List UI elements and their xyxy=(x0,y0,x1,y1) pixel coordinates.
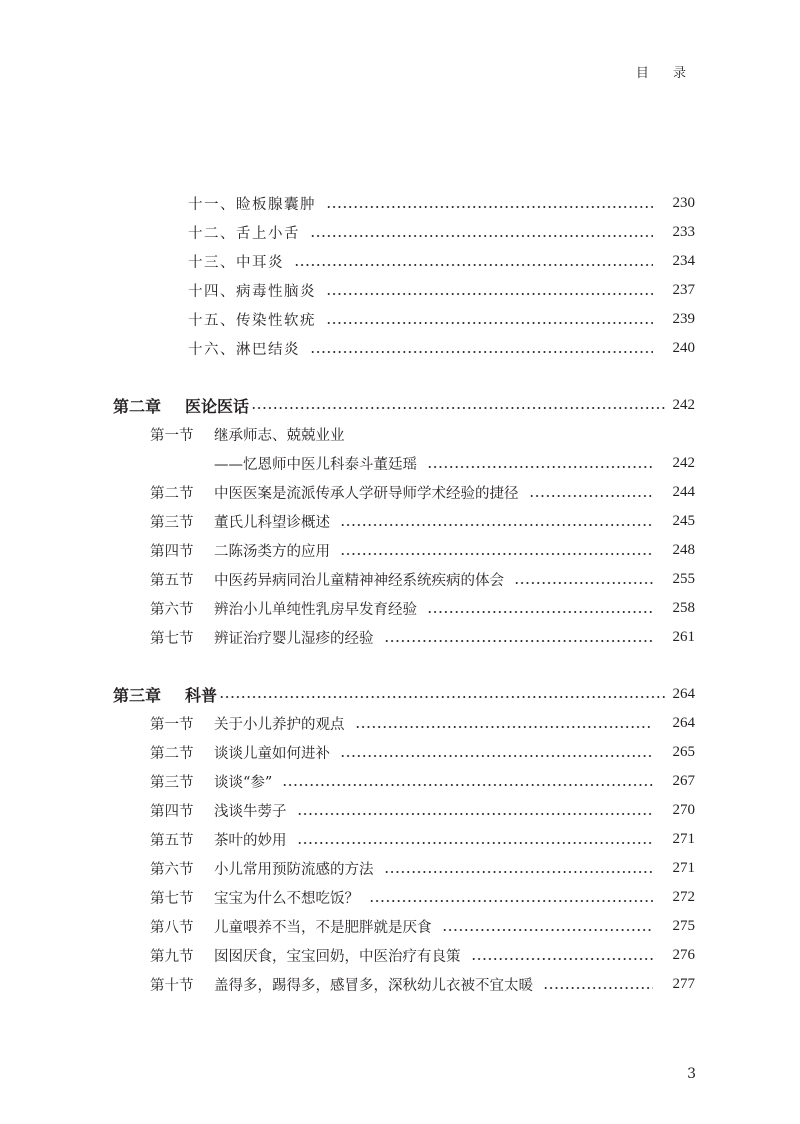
entry-title: ——忆恩师中医儿科泰斗董廷瑶 xyxy=(214,457,417,473)
entry-title: 十二、舌上小舌 xyxy=(188,226,300,242)
dot-leader xyxy=(297,813,654,815)
toc-entry[interactable] xyxy=(0,883,800,912)
entry-page-number: 245 xyxy=(672,513,695,529)
entry-title: 十六、淋巴结炎 xyxy=(188,342,300,358)
toc-entry[interactable] xyxy=(0,189,800,218)
entry-title: 宝宝为什么不想吃饭？ xyxy=(214,891,359,907)
entry-title: 关于小儿养护的观点 xyxy=(214,717,345,733)
entry-label: 第十节 xyxy=(150,978,194,994)
entry-page-number: 264 xyxy=(672,685,695,702)
entry-page-number: 244 xyxy=(672,484,695,500)
toc-chapter-entry[interactable] xyxy=(0,390,800,420)
entry-label: 第二章 xyxy=(113,396,162,416)
entry-page-number: 242 xyxy=(672,396,695,413)
toc-entry[interactable] xyxy=(0,218,800,247)
entry-page-number: 230 xyxy=(672,195,695,211)
entry-page-number: 248 xyxy=(672,542,695,558)
toc-chapter-entry[interactable] xyxy=(0,679,800,709)
entry-label: 第九节 xyxy=(150,949,194,965)
entry-title: 十一、睑板腺囊肿 xyxy=(188,197,316,213)
toc-entry[interactable] xyxy=(0,536,800,565)
entry-label: 第三章 xyxy=(113,685,162,705)
entry-page-number: 240 xyxy=(672,340,695,356)
entry-title: 科普 xyxy=(185,685,218,705)
toc-entry[interactable] xyxy=(0,334,800,363)
entry-title: 中医药异病同治儿童精神神经系统疾病的体会 xyxy=(214,573,504,589)
entry-page-number: 264 xyxy=(672,715,695,731)
entry-title: 十五、传染性软疣 xyxy=(188,313,316,329)
toc-entry[interactable] xyxy=(0,709,800,738)
entry-title: 茶叶的妙用 xyxy=(214,833,287,849)
dot-leader xyxy=(294,264,653,266)
entry-page-number: 258 xyxy=(672,600,695,616)
toc-entry[interactable] xyxy=(0,594,800,623)
dot-leader xyxy=(310,235,653,237)
entry-title: 谈谈儿童如何进补 xyxy=(214,746,330,762)
dot-leader xyxy=(326,322,653,324)
toc-entry[interactable] xyxy=(0,507,800,536)
dot-leader xyxy=(384,640,654,642)
entry-label: 第七节 xyxy=(150,891,194,907)
dot-leader xyxy=(427,611,653,613)
entry-label: 第一节 xyxy=(150,428,194,444)
entry-title: 董氏儿科望诊概述 xyxy=(214,515,330,531)
dot-leader xyxy=(369,900,653,902)
toc-entry[interactable] xyxy=(0,478,800,507)
entry-title: 儿童喂养不当，不是肥胖就是厌食 xyxy=(214,920,432,936)
entry-page-number: 265 xyxy=(672,744,695,760)
entry-page-number: 242 xyxy=(672,455,695,471)
entry-page-number: 255 xyxy=(672,571,695,587)
dot-leader xyxy=(471,958,654,960)
toc-entry[interactable] xyxy=(0,738,800,767)
entry-page-number: 272 xyxy=(672,889,695,905)
entry-page-number: 271 xyxy=(672,831,695,847)
entry-title: 十三、中耳炎 xyxy=(188,255,284,271)
entry-title: 浅谈牛蒡子 xyxy=(214,804,287,820)
entry-label: 第六节 xyxy=(150,602,194,618)
entry-label: 第七节 xyxy=(150,631,194,647)
entry-label: 第二节 xyxy=(150,486,194,502)
toc-entry[interactable] xyxy=(0,767,800,796)
entry-title: 盖得多，踢得多，感冒多，深秋幼儿衣被不宜太暖 xyxy=(214,978,533,994)
dot-leader xyxy=(340,755,653,757)
dot-leader xyxy=(529,495,654,497)
entry-title: 医论医话 xyxy=(185,396,250,416)
dot-leader xyxy=(514,582,653,584)
entry-label: 第四节 xyxy=(150,544,194,560)
toc-entry[interactable] xyxy=(0,970,800,999)
entry-page-number: 277 xyxy=(672,976,695,992)
toc-entry[interactable] xyxy=(0,276,800,305)
entry-title: 谈谈“参” xyxy=(214,775,273,791)
table-of-contents xyxy=(0,189,800,999)
toc-entry[interactable] xyxy=(0,854,800,883)
entry-title: 辨证治疗婴儿湿疹的经验 xyxy=(214,631,374,647)
toc-entry[interactable] xyxy=(0,825,800,854)
dot-leader xyxy=(355,726,654,728)
dot-leader xyxy=(340,553,653,555)
entry-title: 继承师志、兢兢业业 xyxy=(214,428,345,444)
toc-entry[interactable] xyxy=(0,912,800,941)
toc-entry[interactable] xyxy=(0,565,800,594)
toc-entry[interactable] xyxy=(0,449,800,478)
entry-label: 第一节 xyxy=(150,717,194,733)
entry-page-number: 271 xyxy=(672,860,695,876)
dot-leader xyxy=(219,696,667,698)
entry-page-number: 276 xyxy=(672,947,695,963)
toc-entry[interactable] xyxy=(0,247,800,276)
entry-label: 第四节 xyxy=(150,804,194,820)
entry-page-number: 233 xyxy=(672,224,695,240)
dot-leader xyxy=(384,871,654,873)
dot-leader xyxy=(282,784,653,786)
entry-title: 小儿常用预防流感的方法 xyxy=(214,862,374,878)
dot-leader xyxy=(297,842,654,844)
entry-title: 二陈汤类方的应用 xyxy=(214,544,330,560)
entry-page-number: 234 xyxy=(672,253,695,269)
entry-label: 第五节 xyxy=(150,573,194,589)
entry-page-number: 237 xyxy=(672,282,695,298)
dot-leader xyxy=(427,466,653,468)
toc-entry[interactable] xyxy=(0,420,800,449)
entry-label: 第二节 xyxy=(150,746,194,762)
dot-leader xyxy=(442,929,654,931)
dot-leader xyxy=(251,407,667,409)
toc-entry[interactable] xyxy=(0,623,800,652)
entry-label: 第三节 xyxy=(150,515,194,531)
entry-title: 辨治小儿单纯性乳房早发育经验 xyxy=(214,602,417,618)
dot-leader xyxy=(543,987,653,989)
running-header: 目 录 xyxy=(635,66,696,81)
toc-entry[interactable] xyxy=(0,305,800,334)
page-number: 3 xyxy=(687,1066,696,1082)
entry-label: 第六节 xyxy=(150,862,194,878)
entry-page-number: 239 xyxy=(672,311,695,327)
entry-title: 十四、病毒性脑炎 xyxy=(188,284,316,300)
dot-leader xyxy=(310,351,653,353)
entry-title: 囡囡厌食，宝宝回奶，中医治疗有良策 xyxy=(214,949,461,965)
entry-page-number: 270 xyxy=(672,802,695,818)
entry-page-number: 267 xyxy=(672,773,695,789)
entry-page-number: 261 xyxy=(672,629,695,645)
toc-entry[interactable] xyxy=(0,941,800,970)
entry-label: 第八节 xyxy=(150,920,194,936)
dot-leader xyxy=(340,524,653,526)
entry-label: 第五节 xyxy=(150,833,194,849)
dot-leader xyxy=(326,293,653,295)
entry-page-number: 275 xyxy=(672,918,695,934)
toc-entry[interactable] xyxy=(0,796,800,825)
entry-label: 第三节 xyxy=(150,775,194,791)
entry-title: 中医医案是流派传承人学研导师学术经验的捷径 xyxy=(214,486,519,502)
dot-leader xyxy=(326,206,653,208)
